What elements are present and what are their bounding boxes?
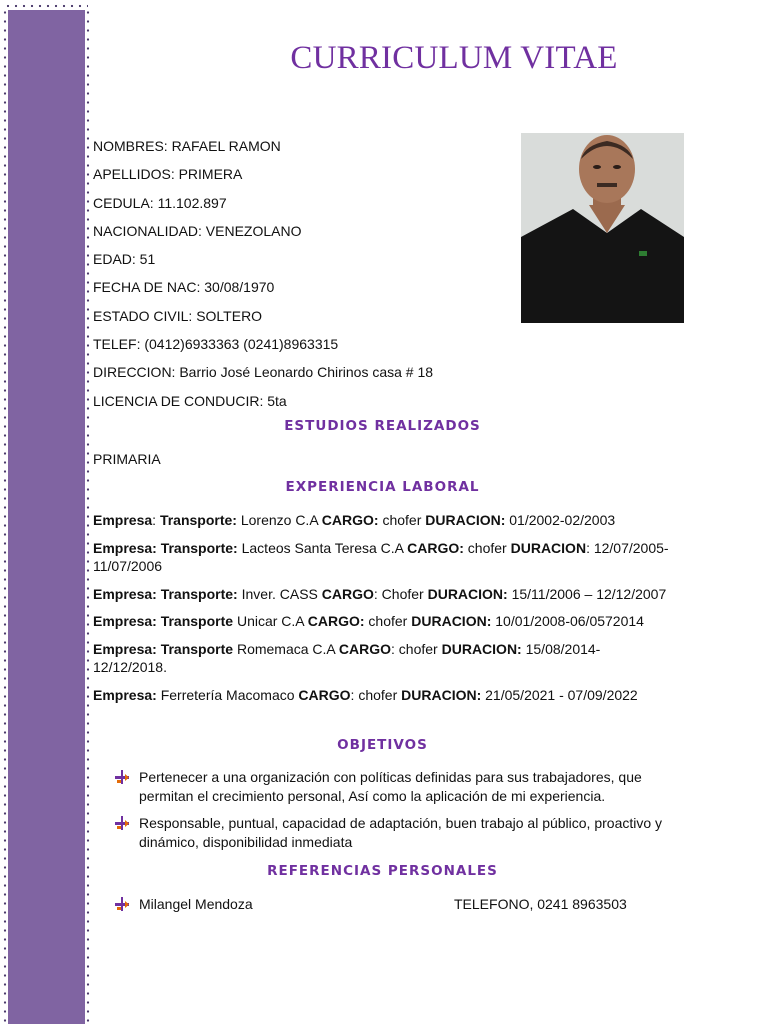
info-civil-status: ESTADO CIVIL: SOLTERO [93, 307, 263, 324]
info-nationality: NACIONALIDAD: VENEZOLANO [93, 222, 302, 239]
job-entry: Empresa: Ferretería Macomaco CARGO: chofer DURACION: 21/05/2021 - 07/09/2022 [93, 686, 638, 703]
heading-experience: EXPERIENCIA LABORAL [285, 479, 480, 495]
document-title: CURRICULUM VITAE [290, 40, 618, 76]
sidebar-fill [8, 10, 85, 1024]
reference-name: Milangel Mendoza [139, 896, 253, 912]
job-list [93, 511, 673, 713]
objective-item: Responsable, puntual, capacidad de adaptación, buen trabajo al público, proactivo y dinámico, disponibilidad inmediata [115, 814, 685, 851]
heading-studies: ESTUDIOS REALIZADOS [284, 418, 481, 434]
studies-text: PRIMARIA [93, 451, 161, 467]
info-id: CEDULA: 11.102.897 [93, 194, 227, 211]
info-birthdate: FECHA DE NAC: 30/08/1970 [93, 279, 275, 296]
job-entry: Empresa: Transporte Unicar C.A CARGO: chofer DURACION: 10/01/2008-06/0572014 [93, 613, 644, 629]
personal-info [93, 138, 513, 421]
info-surnames: APELLIDOS: PRIMERA [93, 166, 243, 183]
objectives-list [115, 768, 685, 860]
info-address: DIRECCION: Barrio José Leonardo Chirinos casa # 18 [93, 364, 434, 381]
heading-objectives: OBJETIVOS [337, 737, 428, 753]
info-age: EDAD: 51 [93, 251, 156, 268]
decorative-sidebar [0, 0, 91, 1024]
job-entry: Empresa: Transporte: Lorenzo C.A CARGO: chofer DURACION: 01/2002-02/2003 [93, 512, 616, 528]
job-entry: Empresa: Transporte: Lacteos Santa Teresa C.A CARGO: chofer DURACION: 12/07/2005-11/07/2006 [93, 539, 669, 574]
profile-photo [521, 133, 684, 323]
info-names: NOMBRES: RAFAEL RAMON [93, 138, 281, 154]
bullet-arrow-icon [115, 897, 129, 911]
sidebar-dotted-border-top [4, 2, 88, 10]
info-license: LICENCIA DE CONDUCIR: 5ta [93, 392, 287, 409]
job-entry: Empresa: Transporte Romemaca C.A CARGO: chofer DURACION: 15/08/2014-12/12/2018. [93, 640, 601, 675]
sidebar-dotted-border-left [2, 8, 8, 1024]
job-entry: Empresa: Transporte: Inver. CASS CARGO: Chofer DURACION: 15/11/2006 – 12/12/2007 [93, 585, 667, 602]
bullet-arrow-icon [115, 816, 129, 830]
reference-phone: TELEFONO, 0241 8963503 [454, 896, 627, 912]
heading-references: REFERENCIAS PERSONALES [267, 863, 498, 879]
info-phone: TELEF: (0412)6933363 (0241)8963315 [93, 336, 339, 353]
objective-item: Pertenecer a una organización con políticas definidas para sus trabajadores, que permitan el crecimiento personal, Así como la aplicación de mi experiencia. [115, 768, 685, 805]
sidebar-dotted-border-right [85, 8, 91, 1024]
bullet-arrow-icon [115, 770, 129, 784]
